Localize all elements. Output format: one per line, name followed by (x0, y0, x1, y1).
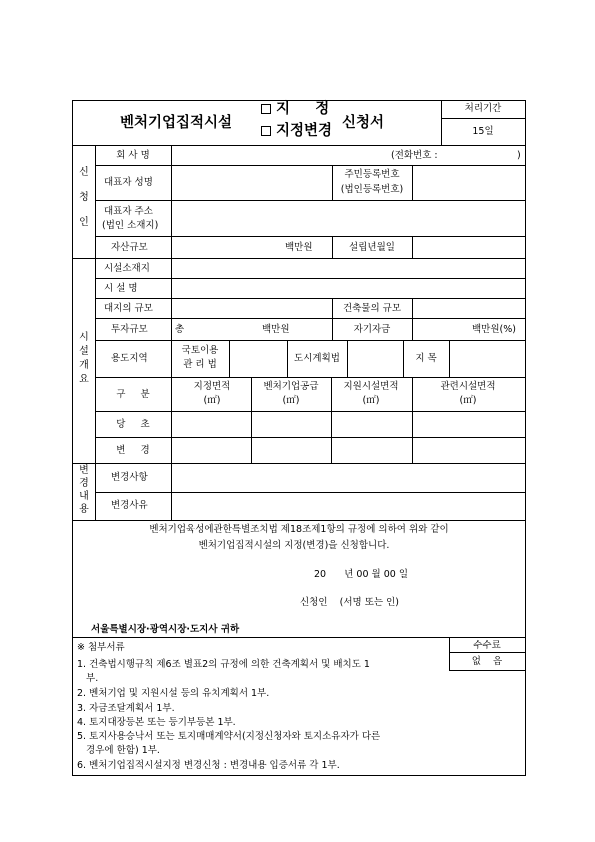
change-option-label: 지정변경 (276, 123, 333, 139)
form-title-prefix: 벤처기업집적시설 (120, 115, 233, 131)
area-table-header-venture: 벤처기업공급 (263, 381, 319, 392)
zoning-label: 용도지역 (111, 353, 148, 364)
attachments-heading: ※ 첨부서류 (77, 642, 125, 653)
applicant-section-char-1: 신 (79, 167, 89, 178)
attachment-item: 3. 자금조달계획서 1부. (77, 703, 175, 714)
applicant-section-char-2: 청 (79, 192, 89, 203)
land-law-label-2: 관 리 법 (183, 359, 217, 370)
change-items-label: 변경사항 (111, 472, 148, 483)
area-row-changed: 변 경 (116, 445, 150, 456)
resident-number-label: 주민등록번호 (344, 169, 400, 180)
own-capital-unit: 백만원(%) (472, 324, 516, 335)
attachment-item: 4. 토지대장등본 또는 등기부등본 1부. (77, 717, 236, 728)
change-section-char-4: 용 (79, 504, 89, 515)
area-unit-related: (㎡) (459, 395, 477, 406)
facility-section-char-3: 개 (79, 360, 89, 371)
processing-period-label: 처리기간 (464, 103, 502, 114)
rep-address-label: 대표자 주소 (104, 206, 153, 217)
designation-option-label: 지 정 (276, 101, 330, 117)
area-unit-support: (㎡) (362, 395, 380, 406)
phone-label: (전화번호 : (391, 150, 438, 161)
own-capital-label: 자기자금 (353, 324, 391, 335)
area-table-header-category: 구 분 (116, 389, 150, 400)
area-unit-designated: (㎡) (203, 395, 221, 406)
investment-unit: 백만원 (262, 324, 290, 335)
applicant-signature: 신청인 (서명 또는 인) (300, 597, 399, 608)
form-border-left (72, 100, 73, 775)
facility-section-char-4: 요 (79, 374, 89, 385)
assets-label: 자산규모 (111, 242, 148, 253)
urban-plan-label: 도시계획법 (294, 353, 340, 364)
change-checkbox[interactable] (261, 126, 271, 136)
building-size-label: 건축물의 규모 (342, 303, 402, 314)
land-size-label: 대지의 규모 (104, 303, 153, 314)
attachment-item: 경우에 한함) 1부. (77, 745, 160, 756)
area-unit-venture: (㎡) (282, 395, 300, 406)
fee-label: 수수료 (473, 640, 501, 651)
facility-section-char-1: 시 (79, 332, 89, 343)
investment-total-label: 총 (175, 324, 185, 335)
land-law-label: 국토이용 (181, 345, 219, 356)
attachment-item: 5. 토지사용승낙서 또는 토지매매계약서(지정신청자와 토지소유자가 다른 (77, 731, 381, 742)
attachment-item: 2. 벤처기업 및 지원시설 등의 유치계획서 1부. (77, 688, 270, 699)
phone-close: ) (517, 150, 521, 161)
rep-name-label: 대표자 성명 (104, 177, 153, 188)
area-table-header-related: 관련시설면적 (440, 381, 496, 392)
founded-date-label: 설립년월일 (349, 242, 395, 253)
investment-label: 투자규모 (111, 324, 148, 335)
change-section-char-2: 경 (79, 478, 89, 489)
facility-name-label: 시 설 명 (104, 283, 138, 294)
change-reason-label: 변경사유 (111, 500, 148, 511)
company-name-label: 회 사 명 (116, 150, 150, 161)
change-section-char-3: 내 (79, 491, 89, 502)
attachment-item: 1. 건축법시행규칙 제6조 별표2의 규정에 의한 건축계획서 및 배치도 1 (77, 659, 370, 670)
recipient: 서울특별시장·광역시장·도지사 귀하 (91, 624, 240, 635)
area-table-header-support: 지원시설면적 (343, 381, 399, 392)
attachment-item: 6. 벤처기업집적시설지정 변경신청 : 변경내용 입증서류 각 1부. (77, 760, 340, 771)
form-border-bottom (72, 775, 526, 776)
application-date: 20 년 00 월 00 일 (314, 569, 408, 580)
area-row-original: 당 초 (116, 419, 150, 430)
form-border-right (525, 100, 526, 775)
area-table-header-designated: 지정면적 (193, 381, 231, 392)
designation-checkbox[interactable] (261, 104, 271, 114)
declaration-line-1: 벤처기업육성에관한특별조치법 제18조제1항의 규정에 의하여 위와 같이 (149, 524, 449, 535)
corporate-number-label: (법인등록번호) (340, 184, 404, 195)
declaration-line-2: 벤처기업집적시설의 지정(변경)을 신청합니다. (198, 540, 390, 551)
fee-value: 없 음 (471, 656, 503, 667)
change-section-char-1: 변 (79, 465, 89, 476)
corporate-location-label: (법인 소재지) (102, 220, 159, 231)
processing-period-value: 15일 (472, 126, 494, 137)
form-title-suffix: 신청서 (342, 115, 385, 131)
land-category-label: 지 목 (415, 353, 437, 364)
facility-section-char-2: 설 (79, 346, 89, 357)
attachment-item: 부. (77, 673, 99, 684)
applicant-section-char-3: 인 (79, 217, 89, 228)
assets-unit: 백만원 (285, 242, 313, 253)
facility-location-label: 시설소재지 (104, 263, 150, 274)
